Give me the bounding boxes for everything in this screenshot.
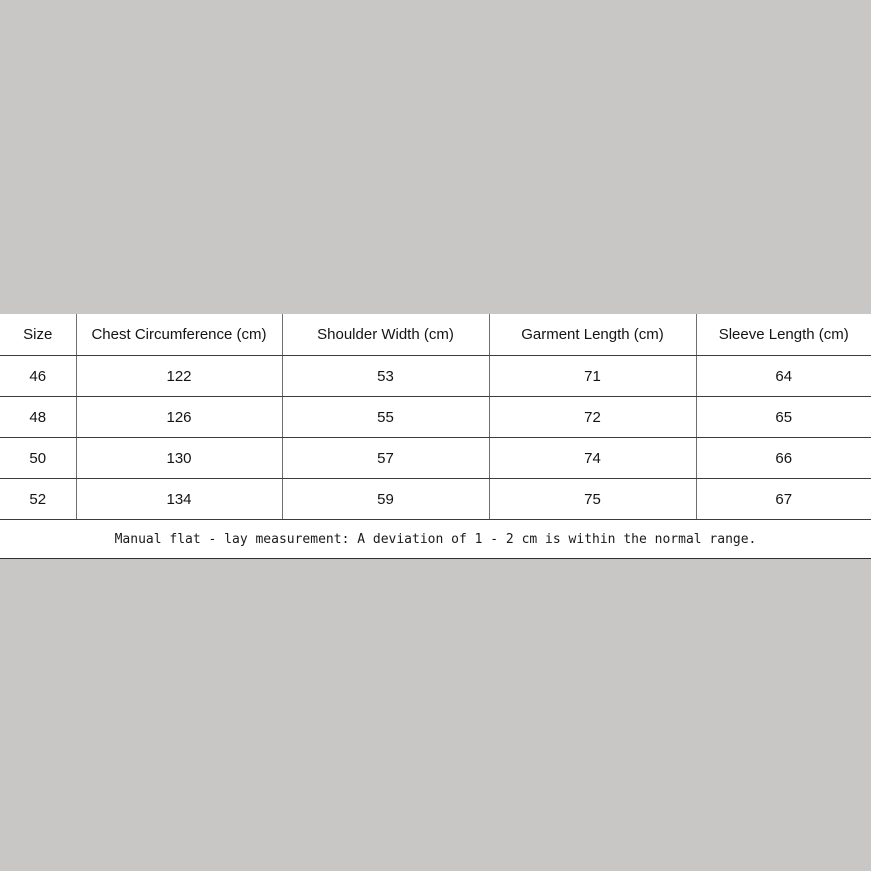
cell-sleeve: 64 bbox=[696, 356, 871, 397]
column-header-garment: Garment Length (cm) bbox=[489, 314, 696, 356]
cell-shoulder: 57 bbox=[282, 438, 489, 479]
table-row bbox=[0, 397, 871, 438]
table-row bbox=[0, 479, 871, 520]
column-header-chest: Chest Circumference (cm) bbox=[76, 314, 282, 356]
column-header-shoulder: Shoulder Width (cm) bbox=[282, 314, 489, 356]
cell-chest: 122 bbox=[76, 356, 282, 397]
cell-shoulder: 55 bbox=[282, 397, 489, 438]
measurement-note: Manual flat - lay measurement: A deviation of 1 - 2 cm is within the normal range. bbox=[0, 520, 871, 559]
cell-garment: 75 bbox=[489, 479, 696, 520]
cell-chest: 134 bbox=[76, 479, 282, 520]
cell-size: 46 bbox=[0, 356, 76, 397]
cell-garment: 72 bbox=[489, 397, 696, 438]
cell-size: 52 bbox=[0, 479, 76, 520]
table-row bbox=[0, 438, 871, 479]
size-chart-block bbox=[0, 314, 871, 559]
size-chart-table bbox=[0, 314, 871, 520]
cell-size: 50 bbox=[0, 438, 76, 479]
cell-size: 48 bbox=[0, 397, 76, 438]
cell-shoulder: 59 bbox=[282, 479, 489, 520]
cell-chest: 126 bbox=[76, 397, 282, 438]
cell-garment: 71 bbox=[489, 356, 696, 397]
cell-chest: 130 bbox=[76, 438, 282, 479]
cell-sleeve: 66 bbox=[696, 438, 871, 479]
cell-sleeve: 65 bbox=[696, 397, 871, 438]
column-header-size: Size bbox=[0, 314, 76, 356]
table-header-row bbox=[0, 314, 871, 356]
cell-sleeve: 67 bbox=[696, 479, 871, 520]
cell-garment: 74 bbox=[489, 438, 696, 479]
column-header-sleeve: Sleeve Length (cm) bbox=[696, 314, 871, 356]
cell-shoulder: 53 bbox=[282, 356, 489, 397]
table-row bbox=[0, 356, 871, 397]
